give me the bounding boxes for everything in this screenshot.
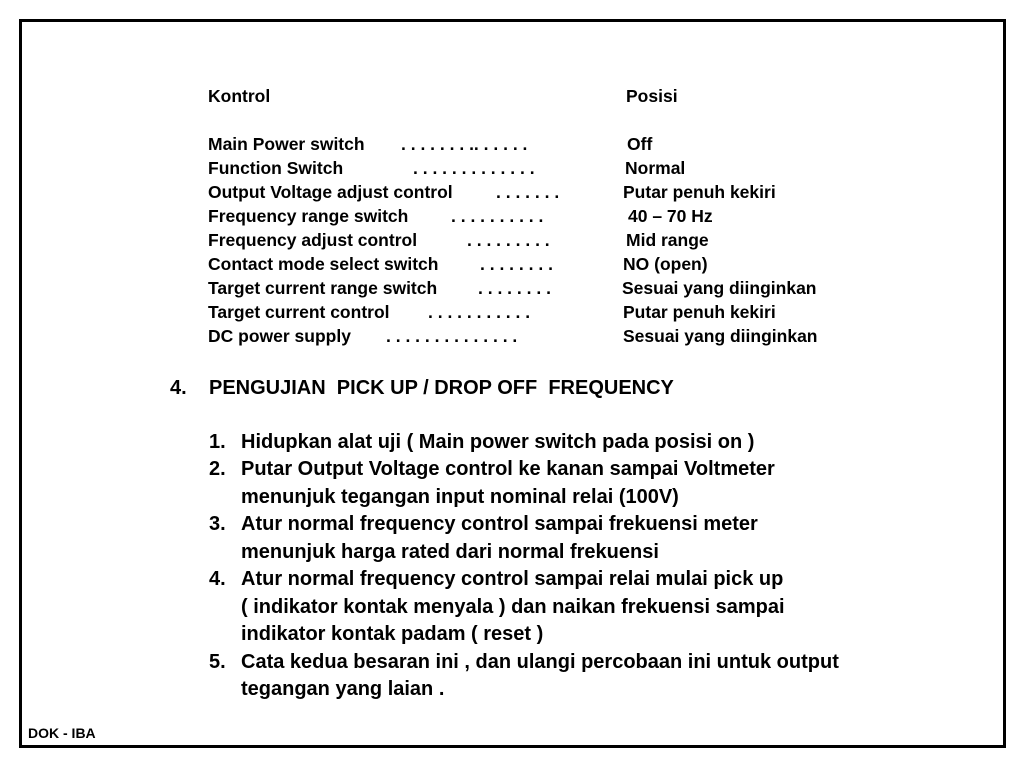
header-posisi: Posisi	[626, 86, 678, 106]
leader-dots: . . . . . . . . .	[467, 230, 550, 250]
control-label: Output Voltage adjust control	[208, 182, 453, 202]
position-value: Putar penuh kekiri	[623, 182, 776, 202]
control-label: Frequency range switch	[208, 206, 409, 226]
leader-dots: . . . . . . . .	[480, 254, 553, 274]
step-text-line: indikator kontak padam ( reset )	[241, 623, 544, 645]
position-value: Putar penuh kekiri	[623, 302, 776, 322]
document-code: DOK - IBA	[28, 725, 96, 741]
step-text-line: Putar Output Voltage control ke kanan sampai Voltmeter	[241, 458, 775, 480]
step-text-line: Hidupkan alat uji ( Main power switch pada posisi on )	[241, 431, 755, 453]
control-label: DC power supply	[208, 326, 351, 346]
step-text-line: Cata kedua besaran ini , dan ulangi percobaan ini untuk output	[241, 651, 839, 673]
header-kontrol: Kontrol	[208, 86, 271, 106]
position-value: Mid range	[626, 230, 709, 250]
step-number: 4.	[209, 568, 226, 590]
control-label: Main Power switch	[208, 134, 365, 154]
step-text-line: menunjuk harga rated dari normal frekuensi	[241, 541, 659, 563]
step-text-line: tegangan yang laian .	[241, 678, 445, 700]
step-number: 5.	[209, 651, 226, 673]
leader-dots: . . . . . . . . . . . . .	[413, 158, 535, 178]
position-value: 40 – 70 Hz	[628, 206, 713, 226]
step-text-line: menunjuk tegangan input nominal relai (100V)	[241, 486, 679, 508]
leader-dots: . . . . . . .	[496, 182, 560, 202]
leader-dots: . . . . . . . . . .	[451, 206, 544, 226]
control-label: Target current control	[208, 302, 390, 322]
section-number: 4.	[170, 377, 187, 399]
position-value: Sesuai yang diinginkan	[622, 278, 817, 298]
leader-dots: . . . . . . . . . . .	[428, 302, 531, 322]
step-number: 2.	[209, 458, 226, 480]
position-value: Off	[627, 134, 653, 154]
leader-dots: . . . . . . . . . . . . . .	[386, 326, 518, 346]
leader-dots: . . . . . . . .	[478, 278, 551, 298]
step-text-line: Atur normal frequency control sampai frekuensi meter	[241, 513, 758, 535]
position-value: NO (open)	[623, 254, 708, 274]
step-text-line: Atur normal frequency control sampai relai mulai pick up	[241, 568, 784, 590]
position-value: Sesuai yang diinginkan	[623, 326, 818, 346]
control-label: Contact mode select switch	[208, 254, 439, 274]
leader-dots: . . . . . . . .. . . . . .	[401, 134, 528, 154]
section-title: PENGUJIAN PICK UP / DROP OFF FREQUENCY	[209, 377, 674, 399]
control-label: Frequency adjust control	[208, 230, 418, 250]
control-label: Target current range switch	[208, 278, 438, 298]
step-number: 3.	[209, 513, 226, 535]
step-number: 1.	[209, 431, 226, 453]
step-text-line: ( indikator kontak menyala ) dan naikan frekuensi sampai	[241, 596, 785, 618]
control-label: Function Switch	[208, 158, 344, 178]
position-value: Normal	[625, 158, 686, 178]
